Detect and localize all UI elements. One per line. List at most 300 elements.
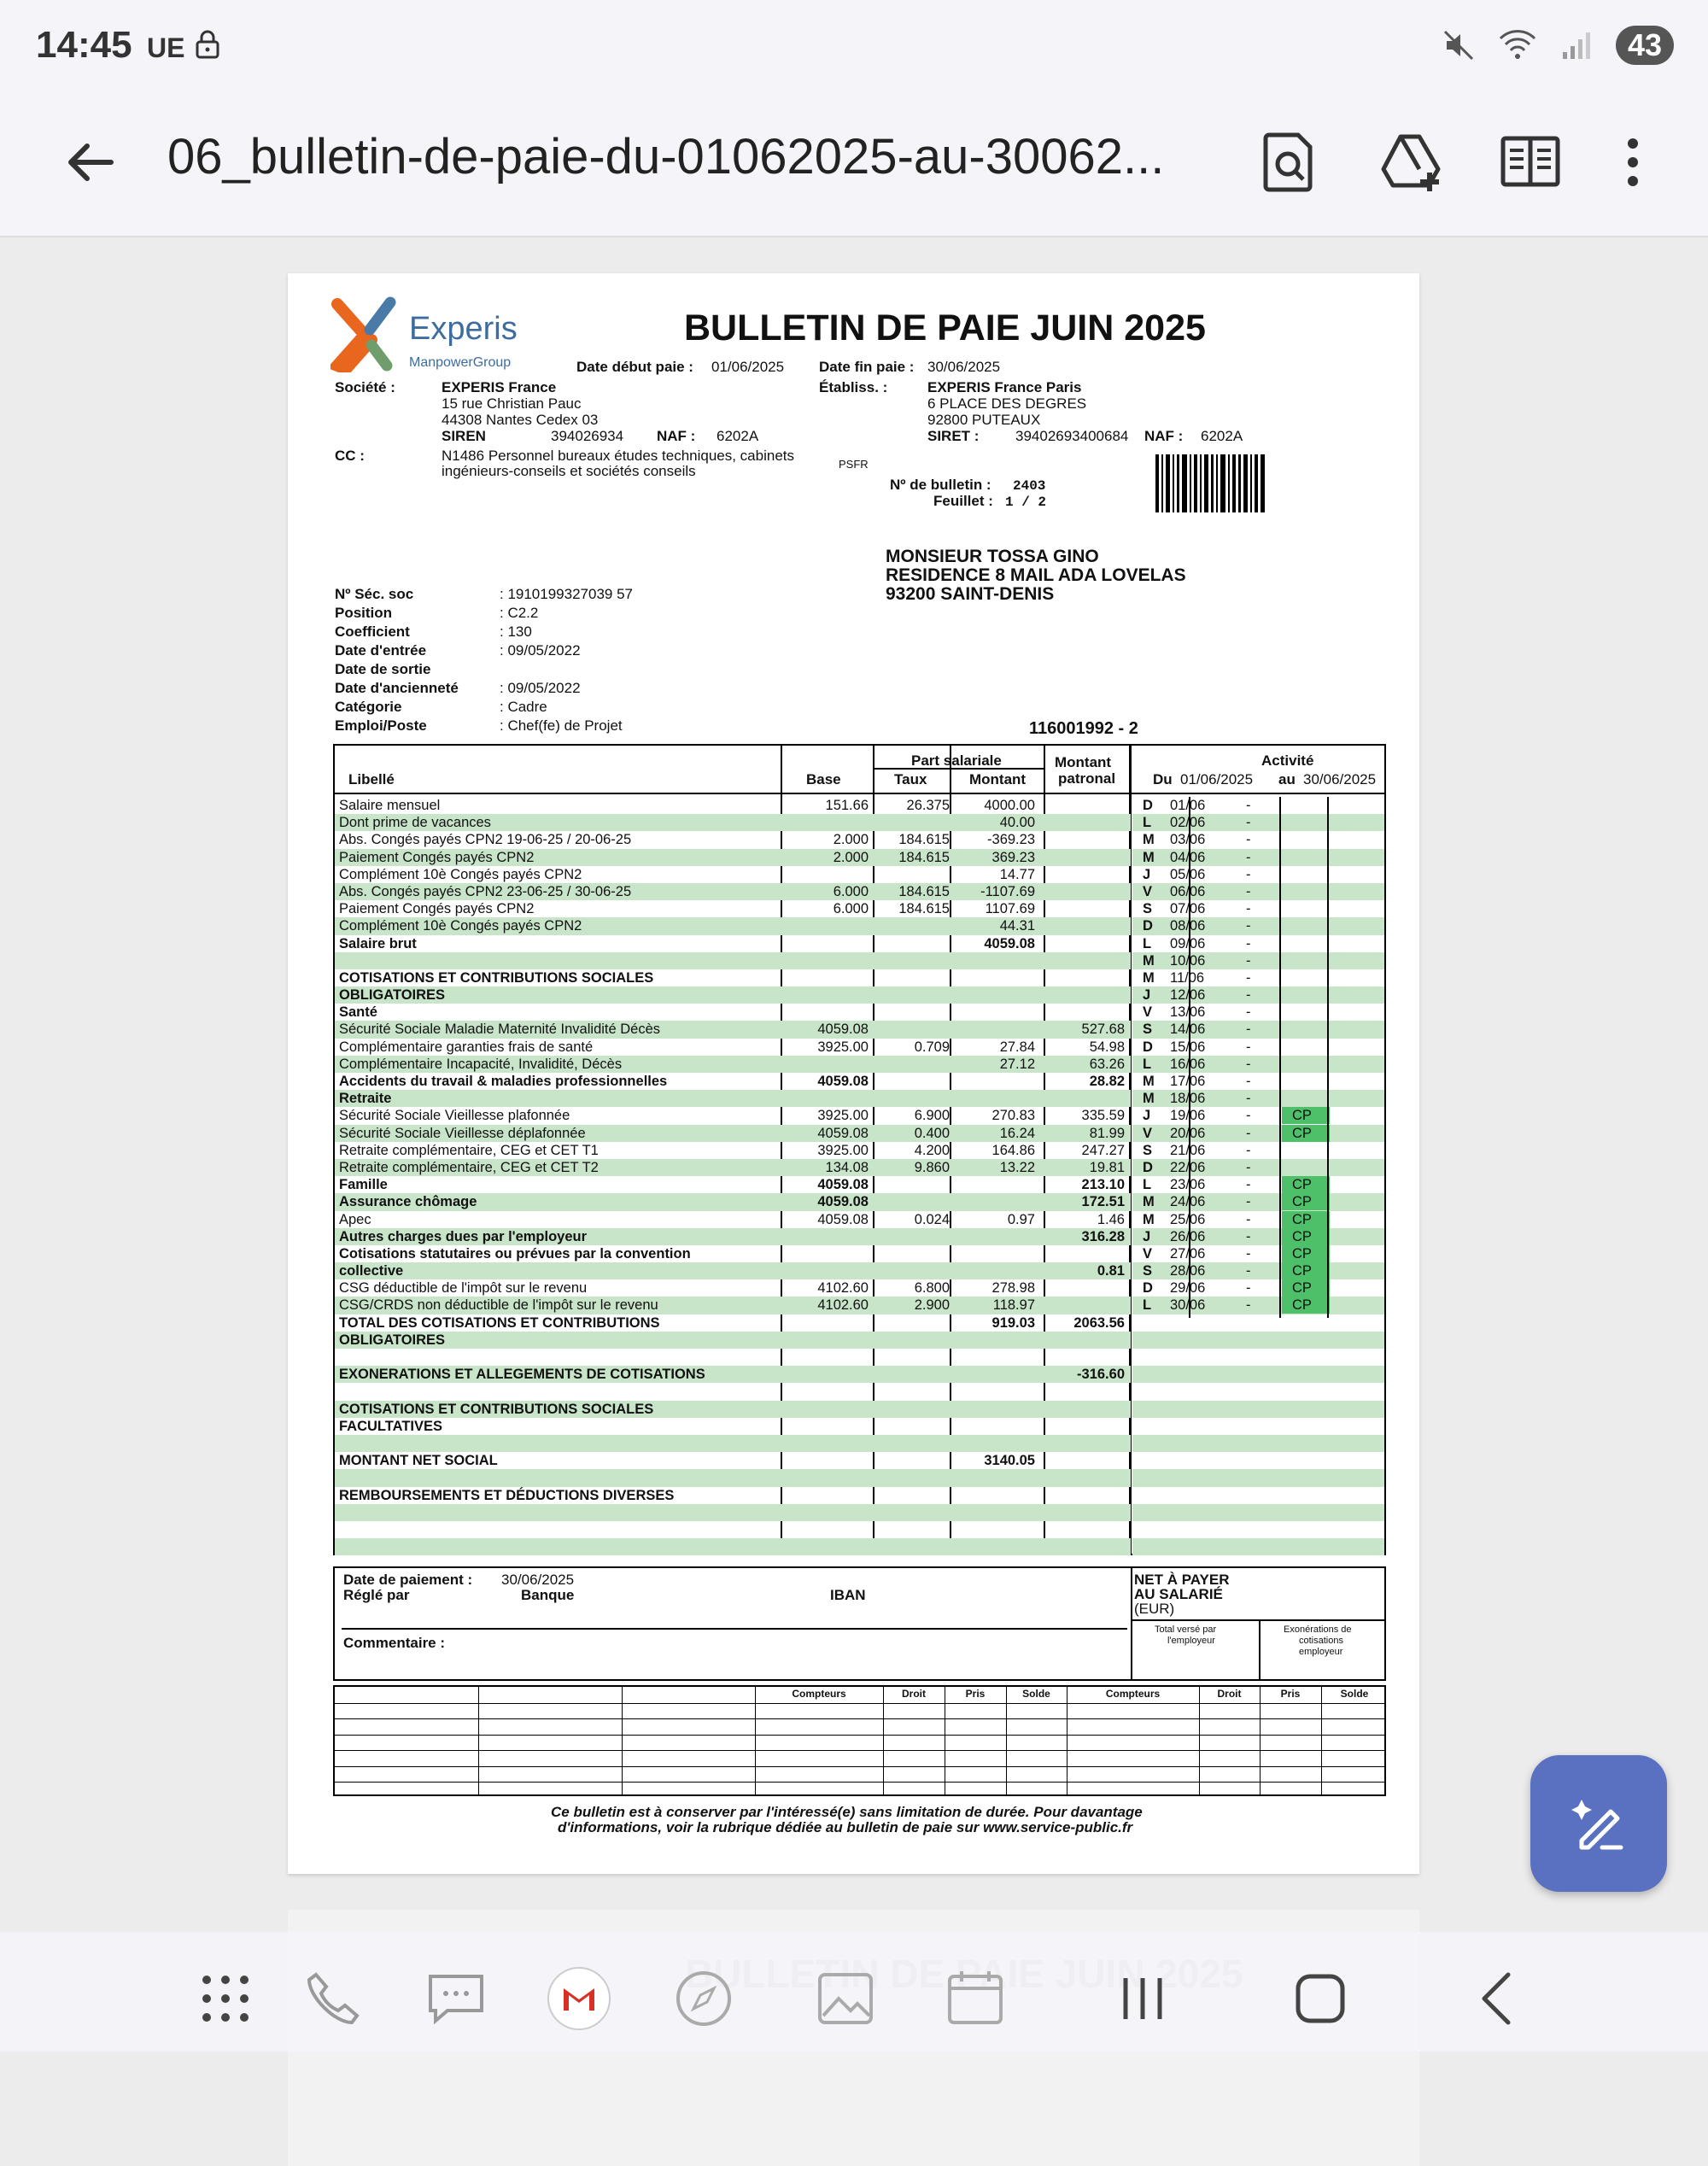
row-taux: 184.615 [898, 883, 950, 899]
exon-1: Exonérations de [1284, 1624, 1352, 1635]
activity-cp-badge: CP [1282, 1228, 1330, 1245]
search-document-icon[interactable] [1257, 130, 1322, 195]
row-base: 2.000 [833, 832, 869, 848]
status-bar [0, 0, 1708, 94]
activity-row [1132, 1401, 1384, 1418]
activity-mark: - [1246, 1056, 1251, 1072]
siren-value: 394026934 [551, 428, 624, 444]
table-row [335, 831, 1131, 848]
row-label: Sécurité Sociale Maladie Maternité Invalidité Décès [339, 1022, 661, 1038]
activity-date: 20/06 [1170, 1125, 1206, 1141]
activity-date: 08/06 [1170, 918, 1206, 934]
table-row [335, 935, 1131, 952]
total-verse-1: Total versé par [1155, 1624, 1217, 1635]
row-montant: 164.86 [991, 1142, 1035, 1158]
row-montant: 270.83 [991, 1108, 1035, 1124]
row-label: Complément 10è Congés payés CPN2 [339, 918, 582, 934]
activity-mark: - [1246, 1125, 1251, 1141]
activity-mark: - [1246, 952, 1251, 969]
document-title: 06_bulletin-de-paie-du-01062025-au-30062... [167, 129, 1165, 184]
activity-weekday: M [1143, 849, 1155, 865]
activity-date: 03/06 [1170, 832, 1206, 848]
activity-row [1132, 1142, 1384, 1159]
regle-par-value: Banque [521, 1587, 575, 1603]
table-row [335, 1332, 1131, 1349]
employee-field-label: Position [335, 605, 393, 621]
counter-header-compteurs: Compteurs [1105, 1688, 1161, 1700]
activity-row [1132, 1349, 1384, 1366]
row-base: 4059.08 [817, 1074, 869, 1089]
activity-weekday: M [1143, 1194, 1155, 1210]
siren-label: SIREN [442, 428, 486, 444]
activity-date: 29/06 [1170, 1280, 1206, 1297]
activity-date: 22/06 [1170, 1159, 1206, 1175]
row-label: CSG déductible de l'impôt sur le revenu [339, 1280, 588, 1297]
activity-mark: - [1246, 1194, 1251, 1210]
row-label: Complément 10è Congés payés CPN2 [339, 866, 582, 882]
employee-field-label: Nº Séc. soc [335, 586, 414, 602]
employee-field-value: : 130 [500, 623, 532, 640]
row-patronal: 247.27 [1081, 1142, 1125, 1158]
activity-mark: - [1246, 1159, 1251, 1175]
row-base: 4059.08 [817, 1194, 869, 1210]
row-base: 4059.08 [817, 1211, 869, 1227]
drive-add-icon[interactable] [1378, 130, 1443, 195]
activity-row [1132, 1159, 1384, 1176]
payslip-rows [335, 797, 1131, 1555]
activity-mark: - [1246, 918, 1251, 934]
activity-weekday: D [1143, 1280, 1153, 1297]
activity-weekday: J [1143, 1108, 1151, 1124]
row-montant: 919.03 [991, 1314, 1035, 1331]
row-taux: 26.375 [906, 798, 950, 813]
activity-weekday: M [1143, 1074, 1155, 1089]
activity-mark: - [1246, 849, 1251, 865]
table-row [335, 1193, 1131, 1210]
payment-date-label: Date de paiement : [343, 1572, 473, 1588]
matricule: 116001992 - 2 [1029, 719, 1138, 738]
row-label: Abs. Congés payés CPN2 23-06-25 / 30-06-25 [339, 883, 632, 899]
activity-row [1132, 1487, 1384, 1504]
activity-cp-badge: CP [1282, 1297, 1330, 1314]
cc-line-2: ingénieurs-conseils et sociétés conseils [442, 463, 696, 479]
activity-mark: - [1246, 1022, 1251, 1038]
counter-header-droit: Droit [1217, 1688, 1242, 1700]
naf2-value: 6202A [1201, 428, 1243, 444]
messages-icon[interactable] [424, 1966, 488, 2031]
table-row [335, 1349, 1131, 1366]
battery-indicator: 43 [1616, 26, 1674, 65]
counter-header-compteurs: Compteurs [792, 1688, 846, 1700]
row-montant: 4000.00 [984, 798, 1035, 813]
activity-mark: - [1246, 1039, 1251, 1055]
row-label: FACULTATIVES [339, 1418, 442, 1434]
signal-icon [1559, 28, 1594, 62]
activity-row [1132, 1279, 1384, 1297]
employee-field-value: : 09/05/2022 [500, 680, 581, 696]
header-du: Du [1153, 771, 1173, 787]
header-montant-patronal-2: patronal [1058, 770, 1116, 787]
logo-name: Experis [409, 311, 518, 347]
header-montant-patronal-1: Montant [1055, 754, 1112, 770]
feuillet-value: 1 / 2 [1005, 495, 1047, 510]
activity-date: 26/06 [1170, 1228, 1206, 1244]
activity-row [1132, 1418, 1384, 1435]
naf2-label: NAF : [1144, 428, 1184, 444]
activity-date: 24/06 [1170, 1194, 1206, 1210]
row-label: Assurance chômage [339, 1194, 477, 1210]
activity-date: 09/06 [1170, 935, 1206, 951]
activity-date: 13/06 [1170, 1004, 1206, 1021]
activity-row [1132, 1538, 1384, 1555]
siret-label: SIRET : [927, 428, 980, 444]
row-taux: 184.615 [898, 901, 950, 917]
date-debut-label: Date début paie : [576, 359, 693, 375]
activity-weekday: L [1143, 815, 1152, 831]
row-base: 151.66 [825, 798, 869, 813]
payslip-page [288, 273, 1419, 1874]
counter-header-pris: Pris [1280, 1688, 1301, 1700]
addressee-name: MONSIEUR TOSSA GINO [886, 547, 1099, 566]
row-label: Complémentaire Incapacité, Invalidité, Décès [339, 1056, 623, 1072]
employee-field-value: : 1910199327039 57 [500, 586, 633, 602]
table-row [335, 866, 1131, 883]
table-row [335, 1159, 1131, 1176]
row-label: COTISATIONS ET CONTRIBUTIONS SOCIALES [339, 969, 654, 986]
siret-value: 39402693400684 [1015, 428, 1129, 444]
row-patronal: 2063.56 [1073, 1314, 1125, 1331]
payment-box [333, 1566, 1386, 1681]
row-base: 3925.00 [817, 1108, 869, 1124]
wifi-icon [1498, 28, 1537, 62]
net-label-3: (EUR) [1134, 1601, 1175, 1617]
activity-weekday: V [1143, 1125, 1153, 1141]
row-patronal: 316.28 [1081, 1228, 1125, 1244]
activity-weekday: D [1143, 1039, 1153, 1055]
footer-line-1: Ce bulletin est à conserver par l'intéressé(e) sans limitation de durée. Pour davantage [551, 1804, 1143, 1820]
activity-date: 10/06 [1170, 952, 1206, 969]
row-label: Retraite [339, 1091, 392, 1107]
row-label: Cotisations statutaires ou prévues par la convention [339, 1245, 691, 1262]
table-row [335, 1107, 1131, 1124]
activity-row [1132, 1262, 1384, 1279]
activity-mark: - [1246, 1177, 1251, 1193]
row-montant: 369.23 [991, 849, 1035, 865]
activity-weekday: M [1143, 1211, 1155, 1227]
activity-date: 21/06 [1170, 1142, 1206, 1158]
row-montant: 44.31 [999, 918, 1035, 934]
browser-icon[interactable] [671, 1966, 736, 2031]
addressee-street: RESIDENCE 8 MAIL ADA LOVELAS [886, 565, 1186, 585]
phone-icon[interactable] [301, 1966, 366, 2031]
table-row [335, 849, 1131, 866]
activity-row [1132, 1452, 1384, 1469]
activity-mark: - [1246, 1142, 1251, 1158]
pen-sparkle-icon [1570, 1794, 1628, 1853]
activity-weekday: M [1143, 969, 1155, 986]
activity-date: 27/06 [1170, 1245, 1206, 1262]
activity-date: 06/06 [1170, 883, 1206, 899]
table-row [335, 1004, 1131, 1021]
table-row [335, 1073, 1131, 1090]
nav-back-icon[interactable] [1465, 1966, 1530, 2031]
table-row [335, 883, 1131, 900]
table-row [335, 1418, 1131, 1435]
table-row [335, 1176, 1131, 1193]
gmail-icon[interactable] [547, 1966, 611, 2031]
row-base: 3925.00 [817, 1039, 869, 1055]
table-row [335, 1538, 1131, 1555]
row-base: 6.000 [833, 883, 869, 899]
header-taux: Taux [894, 771, 927, 787]
exon-3: employeur [1299, 1647, 1343, 1657]
counter-header-solde: Solde [1340, 1688, 1369, 1700]
row-label: Santé [339, 1004, 377, 1021]
row-patronal: 0.81 [1097, 1263, 1125, 1279]
table-row [335, 1383, 1131, 1400]
table-row [335, 1039, 1131, 1056]
row-label: COTISATIONS ET CONTRIBUTIONS SOCIALES [339, 1401, 654, 1417]
table-row [335, 1435, 1131, 1452]
activity-weekday: V [1143, 883, 1153, 899]
naf-value: 6202A [717, 428, 759, 444]
activity-date: 07/06 [1170, 901, 1206, 917]
activity-date: 04/06 [1170, 849, 1206, 865]
activity-weekday: V [1143, 1004, 1153, 1021]
activity-row [1132, 1193, 1384, 1210]
activity-row [1132, 952, 1384, 969]
activity-weekday: L [1143, 1056, 1152, 1072]
table-row [335, 1314, 1131, 1332]
table-row [335, 1521, 1131, 1538]
experis-logo-icon [330, 296, 399, 372]
bulletin-number: 2403 [1013, 478, 1046, 494]
table-row [335, 1262, 1131, 1279]
row-patronal: -316.60 [1077, 1367, 1125, 1383]
activity-weekday: D [1143, 1159, 1153, 1175]
app-drawer-icon[interactable] [193, 1966, 258, 2031]
activity-row [1132, 1125, 1384, 1142]
mute-icon [1442, 28, 1476, 62]
date-debut-value: 01/06/2025 [711, 359, 785, 375]
payment-date-value: 30/06/2025 [501, 1572, 575, 1588]
feuillet-label: Feuillet : [933, 493, 993, 509]
total-verse-2: l'employeur [1167, 1636, 1215, 1646]
counter-header-pris: Pris [965, 1688, 986, 1700]
table-row [335, 1297, 1131, 1314]
row-label: TOTAL DES COTISATIONS ET CONTRIBUTIONS [339, 1314, 660, 1331]
etab-street: 6 PLACE DES DEGRES [927, 395, 1087, 412]
header-activite: Activité [1261, 752, 1314, 769]
more-options-icon[interactable] [1600, 130, 1665, 195]
net-label-1: NET À PAYER [1134, 1572, 1230, 1588]
activity-cp-badge: CP [1282, 1211, 1330, 1228]
table-row [335, 1142, 1131, 1159]
row-patronal: 54.98 [1089, 1039, 1125, 1055]
row-patronal: 19.81 [1089, 1159, 1125, 1175]
activity-cp-badge: CP [1282, 1279, 1330, 1297]
recent-apps-icon[interactable] [1110, 1966, 1175, 2031]
activity-row [1132, 1056, 1384, 1073]
header-base: Base [806, 771, 841, 787]
activity-date: 15/06 [1170, 1039, 1206, 1055]
logo-group: ManpowerGroup [409, 355, 512, 370]
activity-mark: - [1246, 832, 1251, 848]
net-label-2: AU SALARIÉ [1134, 1586, 1223, 1602]
activity-weekday: D [1143, 918, 1153, 934]
row-label: collective [339, 1263, 404, 1279]
activity-weekday: M [1143, 952, 1155, 969]
table-row [335, 917, 1131, 934]
navigation-bar [0, 1932, 1708, 2052]
activity-date: 11/06 [1170, 969, 1205, 986]
activity-weekday: L [1143, 1297, 1152, 1314]
table-row [335, 1401, 1131, 1418]
regle-par-label: Réglé par [343, 1587, 410, 1603]
activity-weekday: J [1143, 866, 1151, 882]
activity-weekday: S [1143, 901, 1153, 917]
activity-mark: - [1246, 1108, 1251, 1124]
activity-weekday: J [1143, 1228, 1151, 1244]
bulletin-label: Nº de bulletin : [890, 477, 991, 493]
row-montant: 27.12 [999, 1056, 1035, 1072]
header-montant: Montant [969, 771, 1027, 787]
activity-mark: - [1246, 866, 1251, 882]
table-row [335, 1366, 1131, 1383]
row-label: OBLIGATOIRES [339, 1332, 446, 1348]
row-patronal: 335.59 [1081, 1108, 1125, 1124]
activity-mark: - [1246, 1091, 1251, 1107]
activity-mark: - [1246, 901, 1251, 917]
activity-mark: - [1246, 798, 1251, 813]
row-montant: -369.23 [987, 832, 1035, 848]
activity-mark: - [1246, 1297, 1251, 1314]
societe-city: 44308 Nantes Cedex 03 [442, 412, 599, 428]
activity-row [1132, 1469, 1384, 1486]
footer-line-2: d'informations, voir la rubrique dédiée au bulletin de paie sur www.service-public.fr [558, 1819, 1133, 1835]
activity-cp-badge: CP [1282, 1107, 1330, 1124]
activity-weekday: M [1143, 1091, 1155, 1107]
activity-row [1132, 1073, 1384, 1090]
activity-mark: - [1246, 815, 1251, 831]
table-row [335, 1487, 1131, 1504]
table-row [335, 1211, 1131, 1228]
exon-2: cotisations [1299, 1636, 1343, 1646]
row-base: 3925.00 [817, 1142, 869, 1158]
activity-cp-badge: CP [1282, 1245, 1330, 1262]
activity-row [1132, 1521, 1384, 1538]
activity-row [1132, 935, 1384, 952]
row-patronal: 172.51 [1081, 1194, 1125, 1210]
edit-fab-button[interactable] [1530, 1755, 1667, 1892]
row-montant: -1107.69 [980, 883, 1035, 899]
row-taux: 2.900 [914, 1297, 950, 1314]
row-taux: 4.200 [914, 1142, 950, 1158]
employee-field-value: : 09/05/2022 [500, 642, 581, 659]
row-label: Paiement Congés payés CPN2 [339, 849, 535, 865]
activity-weekday: L [1143, 1177, 1152, 1193]
societe-street: 15 rue Christian Pauc [442, 395, 582, 412]
etab-label: Établiss. : [819, 379, 888, 395]
societe-label: Société : [335, 379, 395, 395]
row-montant: 0.97 [1007, 1211, 1035, 1227]
counter-header-solde: Solde [1022, 1688, 1050, 1700]
lock-icon [195, 29, 220, 60]
row-base: 4059.08 [817, 1177, 869, 1193]
activity-row [1132, 1435, 1384, 1452]
iban-label: IBAN [830, 1587, 866, 1603]
activity-row [1132, 1228, 1384, 1245]
employee-field-label: Date d'ancienneté [335, 680, 459, 696]
activity-date: 18/06 [1170, 1091, 1206, 1107]
activity-cp-badge: CP [1282, 1176, 1330, 1193]
row-taux: 0.709 [914, 1039, 950, 1055]
activity-weekday: L [1143, 935, 1152, 951]
status-time: 14:45 [36, 24, 132, 66]
activity-weekday: J [1143, 987, 1151, 1004]
calendar-icon[interactable] [943, 1966, 1008, 2031]
psfr-label: PSFR [839, 458, 869, 471]
table-row [335, 1021, 1131, 1038]
reading-mode-icon[interactable] [1498, 130, 1563, 195]
row-label: Famille [339, 1177, 388, 1193]
row-montant: 4059.08 [984, 935, 1035, 951]
row-patronal: 213.10 [1081, 1177, 1125, 1193]
table-row [335, 1125, 1131, 1142]
activity-calendar [1132, 797, 1384, 1555]
activity-date: 16/06 [1170, 1056, 1206, 1072]
back-arrow-icon[interactable] [60, 132, 120, 192]
activity-row [1132, 1176, 1384, 1193]
etab-city: 92800 PUTEAUX [927, 412, 1041, 428]
activity-row [1132, 986, 1384, 1004]
table-row [335, 1504, 1131, 1521]
row-montant: 1107.69 [985, 901, 1035, 917]
row-base: 4102.60 [817, 1297, 869, 1314]
activity-row [1132, 1332, 1384, 1349]
date-fin-label: Date fin paie : [819, 359, 915, 375]
activity-mark: - [1246, 1280, 1251, 1297]
activity-row [1132, 1245, 1384, 1262]
barcode-icon [1155, 454, 1266, 512]
activity-date: 28/06 [1170, 1263, 1206, 1279]
activity-date: 02/06 [1170, 815, 1206, 831]
row-patronal: 63.26 [1089, 1056, 1125, 1072]
app-bar [0, 94, 1708, 237]
activity-date: 19/06 [1170, 1108, 1206, 1124]
row-label: Retraite complémentaire, CEG et CET T2 [339, 1159, 599, 1175]
row-taux: 0.024 [914, 1211, 950, 1227]
employee-field-label: Date d'entrée [335, 642, 427, 659]
gallery-icon[interactable] [813, 1966, 878, 2031]
cc-line-1: N1486 Personnel bureaux études techniques, cabinets [442, 448, 795, 464]
activity-date: 25/06 [1170, 1211, 1206, 1227]
row-patronal: 81.99 [1089, 1125, 1125, 1141]
row-base: 4059.08 [817, 1022, 869, 1038]
activity-weekday: S [1143, 1263, 1153, 1279]
activity-date: 12/06 [1170, 987, 1206, 1004]
home-icon[interactable] [1288, 1966, 1353, 2031]
activity-row [1132, 1504, 1384, 1521]
activity-row [1132, 866, 1384, 883]
activity-date: 30/06 [1170, 1297, 1206, 1314]
activity-weekday: S [1143, 1142, 1153, 1158]
activity-weekday: S [1143, 1022, 1153, 1038]
activity-row [1132, 1039, 1384, 1056]
activity-mark: - [1246, 1228, 1251, 1244]
societe-name: EXPERIS France [442, 379, 557, 395]
commentaire-label: Commentaire : [343, 1635, 446, 1651]
